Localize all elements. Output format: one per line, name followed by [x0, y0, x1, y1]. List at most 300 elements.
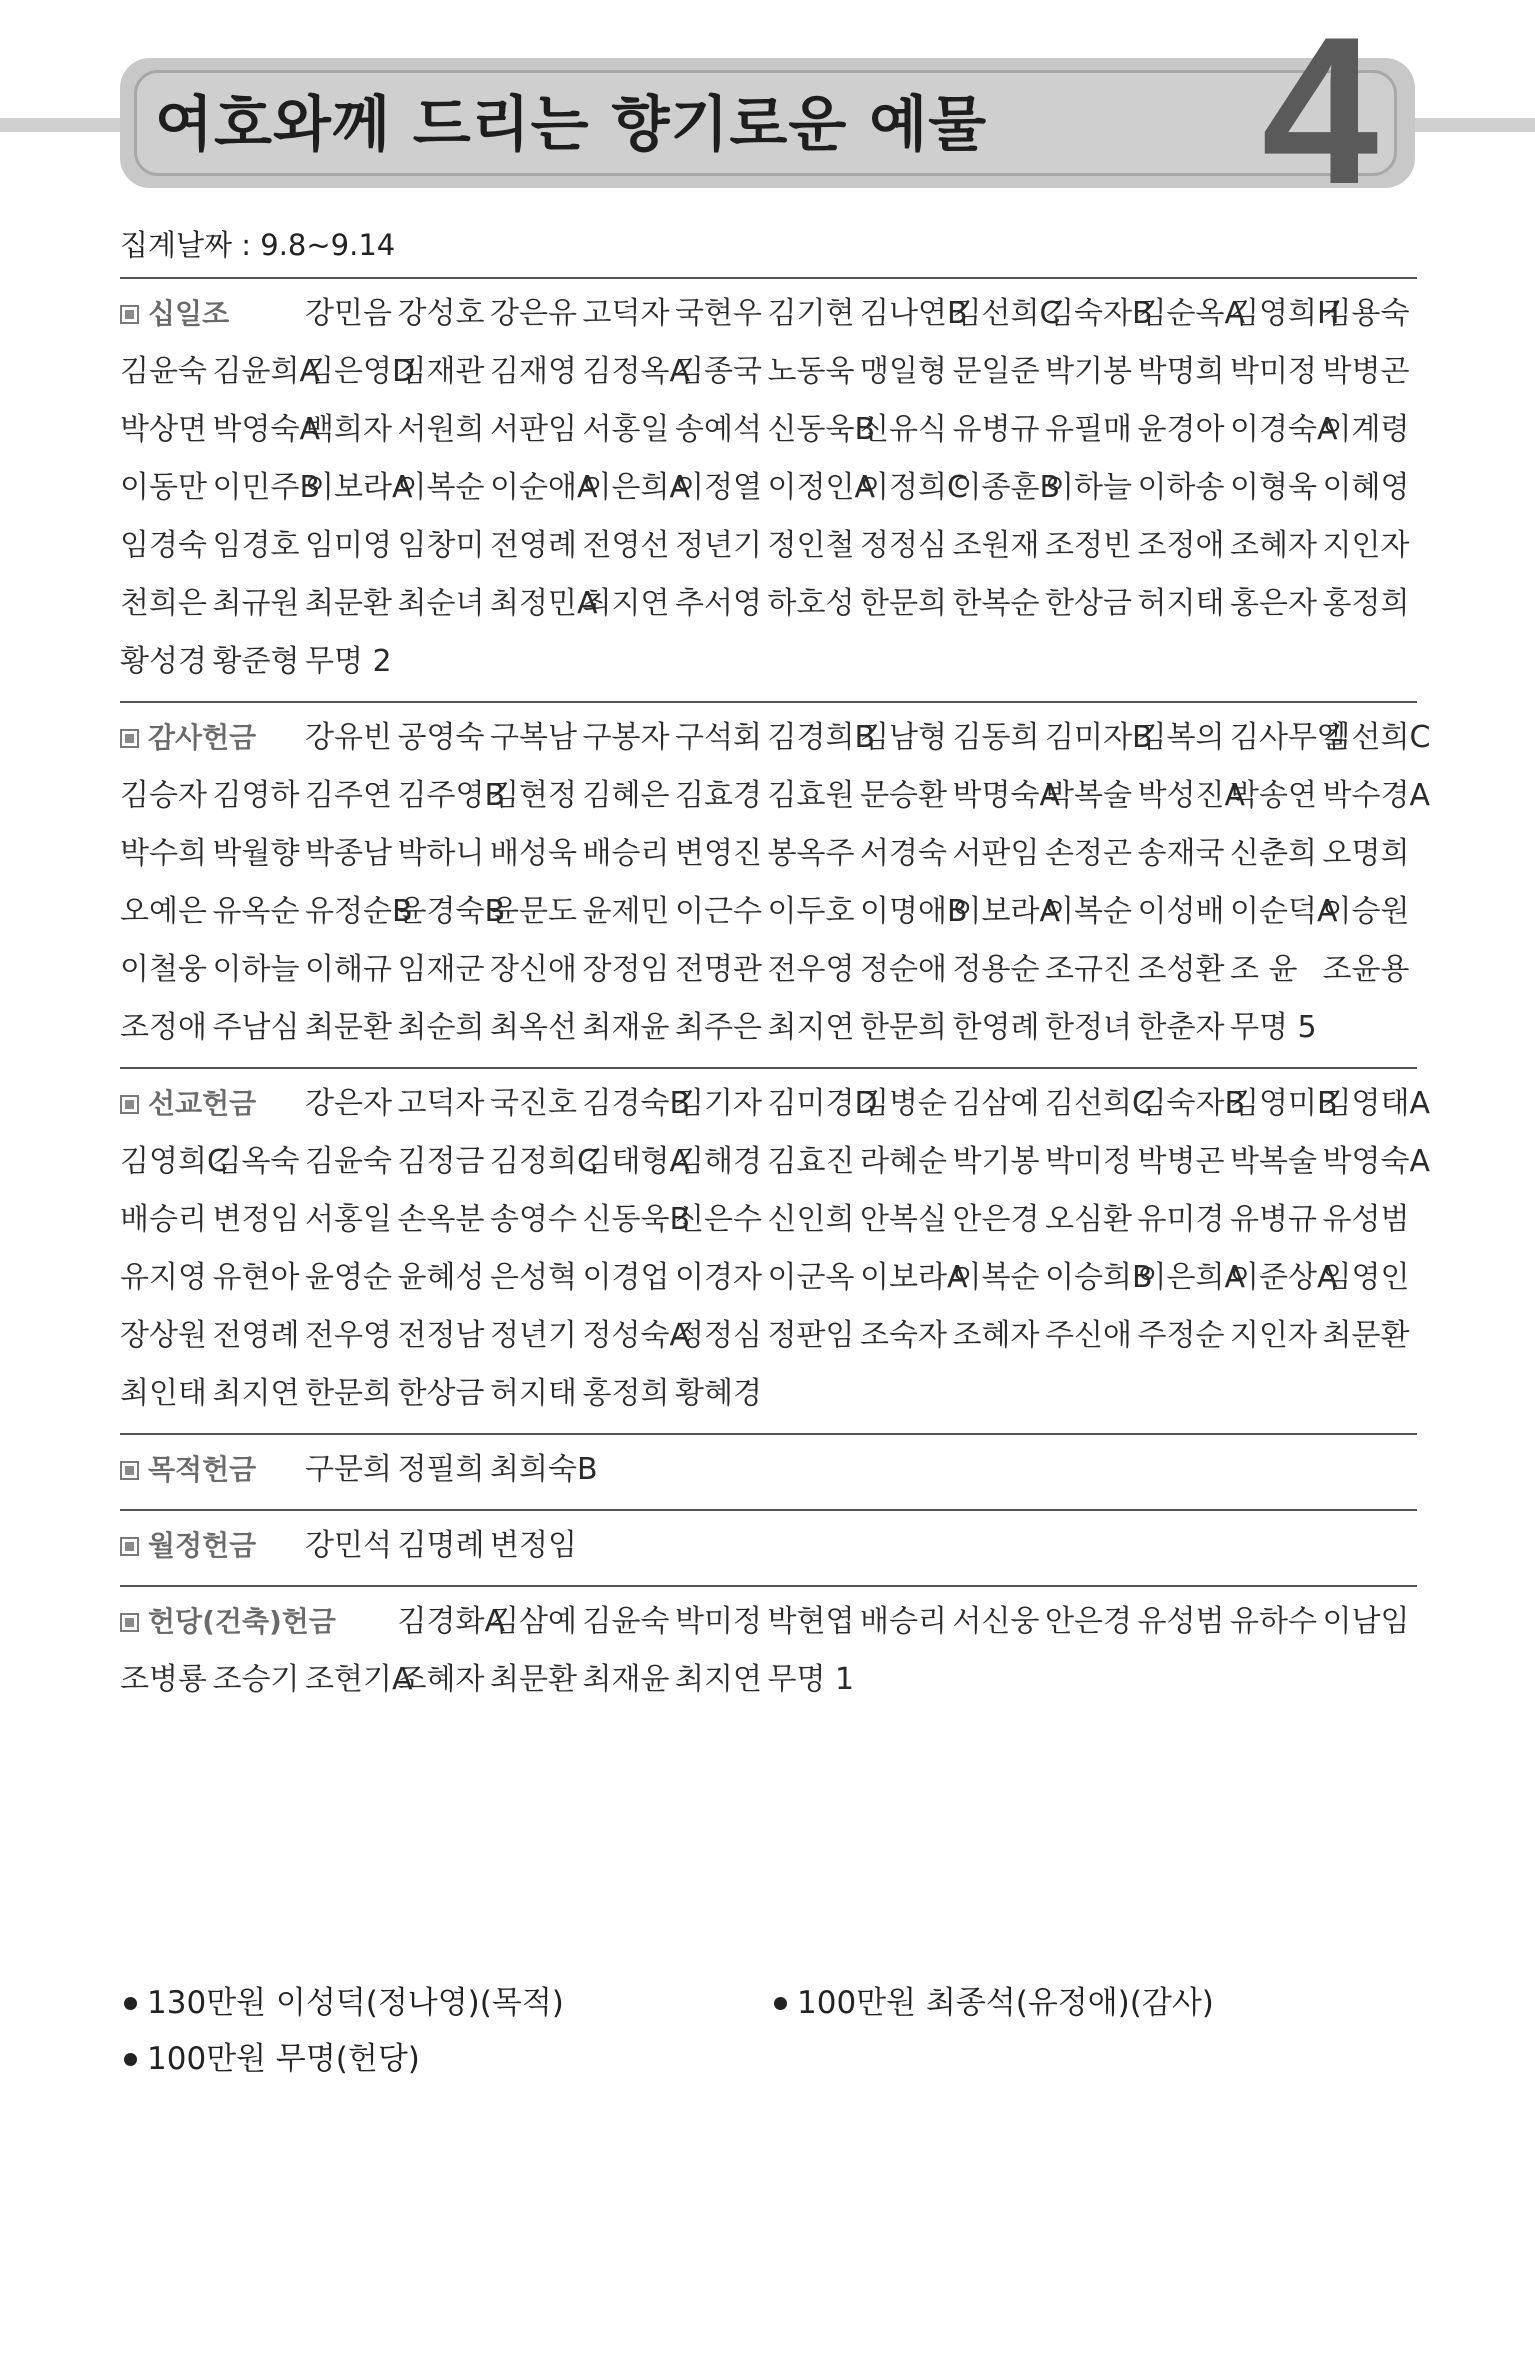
- donor-name: 조혜자: [952, 1318, 1040, 1353]
- donor-name: 김영미B: [1230, 1086, 1338, 1121]
- special-gift-text: 100만원 무명(헌당): [147, 2041, 420, 2077]
- donor-name: 김나연B: [860, 296, 968, 331]
- donor-name: 박영숙A: [212, 412, 320, 447]
- donor-name: 이하늘: [1045, 470, 1132, 505]
- donor-name: 김용숙: [1322, 296, 1410, 331]
- donor-name: 이복순: [397, 470, 485, 505]
- donor-name: 김태형A: [582, 1144, 690, 1179]
- donor-name: 주정순: [1137, 1318, 1225, 1353]
- section-label-text: 십일조: [148, 297, 230, 330]
- offering-sections: [120, 277, 1431, 1719]
- donor-name: 홍은자: [1230, 586, 1317, 621]
- donor-name: 강은유: [490, 296, 577, 331]
- donor-name: 문승환: [860, 778, 947, 813]
- donor-name: 박기봉: [952, 1144, 1040, 1179]
- donor-name: 배승리: [860, 1604, 947, 1639]
- donor-name: 무명 5: [1230, 1010, 1317, 1045]
- donor-name: 송예석: [675, 412, 762, 447]
- donor-name: 김경화A: [397, 1604, 505, 1639]
- donor-name: 김재영: [490, 354, 577, 389]
- donor-name: 손옥분: [397, 1202, 485, 1237]
- donor-name: 임재군: [397, 952, 485, 987]
- donor-name: 최재윤: [582, 1010, 670, 1045]
- donor-name: 윤문도: [490, 894, 577, 929]
- donor-name: 이승희B: [1045, 1260, 1153, 1295]
- donor-name: 손정곤: [1045, 836, 1132, 871]
- donor-name: 박기봉: [1045, 354, 1132, 389]
- date-range: 집계날짜 : 9.8~9.14: [120, 228, 396, 262]
- donor-name: 한문희: [860, 586, 947, 621]
- donor-name: 서경숙: [860, 836, 947, 871]
- donor-name: 서원희: [397, 412, 485, 447]
- donor-name: 정성숙A: [582, 1318, 690, 1353]
- donor-name: 강유빈: [305, 720, 392, 755]
- donor-name: 정순애: [860, 952, 947, 987]
- donor-name: 이경업: [582, 1260, 670, 1295]
- section-tithe: [120, 277, 1417, 701]
- donor-name: 조현기A: [305, 1662, 413, 1697]
- donor-name: 박수경A: [1322, 778, 1430, 813]
- donor-name: 조혜자: [397, 1662, 485, 1697]
- donor-name: 정년기: [675, 528, 762, 563]
- donor-name: 조윤용: [1322, 952, 1410, 987]
- donor-name: 조정빈: [1045, 528, 1132, 563]
- donor-name: 정정심: [860, 528, 947, 563]
- donor-name: 서판임: [490, 412, 577, 447]
- donor-name: 김승자: [120, 778, 207, 813]
- checkbox-icon: [120, 1095, 139, 1114]
- donor-name: 김동희: [952, 720, 1040, 755]
- donor-name: 이계령: [1322, 412, 1410, 447]
- donor-name: 구문희: [305, 1452, 392, 1487]
- donor-name: 조혜자: [1230, 528, 1317, 563]
- donor-name: 임경호: [212, 528, 300, 563]
- donor-name: 이근수: [675, 894, 762, 929]
- donor-name: 김옥숙: [212, 1144, 300, 1179]
- donor-name: 김미자B: [1045, 720, 1153, 755]
- donor-name: 배승리: [120, 1202, 207, 1237]
- names-grid: [120, 709, 1431, 1057]
- donor-name: 박미정: [1045, 1144, 1132, 1179]
- donor-name: 이은희A: [1137, 1260, 1245, 1295]
- donor-name: 정필희: [397, 1452, 485, 1487]
- donor-name: 신인희: [767, 1202, 855, 1237]
- donor-name: 정정심: [675, 1318, 762, 1353]
- donor-name: 김선희C: [1322, 720, 1431, 755]
- donor-name: 배승리: [582, 836, 670, 871]
- donor-name: 전영선: [582, 528, 670, 563]
- donor-name: 허지태: [490, 1376, 577, 1411]
- section-label: [120, 1517, 305, 1575]
- donor-name: 박복술: [1045, 778, 1132, 813]
- donor-name: 최주은: [675, 1010, 762, 1045]
- section-purpose: [120, 1433, 1417, 1509]
- donor-name: 이경숙A: [1230, 412, 1338, 447]
- special-gift-item: [770, 1980, 1417, 2026]
- donor-name: 박현엽: [767, 1604, 855, 1639]
- donor-name: 변정임: [212, 1202, 300, 1237]
- donor-name: 조병룡: [120, 1662, 207, 1697]
- names-grid: [120, 285, 1417, 691]
- donor-name: 김선희C: [1045, 1086, 1153, 1121]
- donor-name: 김경숙B: [582, 1086, 691, 1121]
- donor-name: 김혜은: [582, 778, 670, 813]
- checkbox-icon: [120, 1613, 139, 1632]
- donor-name: 하호성: [767, 586, 855, 621]
- donor-name: 이철웅: [120, 952, 207, 987]
- donor-name: 오예은: [120, 894, 207, 929]
- donor-name: 윤경숙B: [397, 894, 506, 929]
- section-label: [120, 285, 305, 343]
- checkbox-icon: [120, 729, 139, 748]
- donor-name: 한복순: [952, 586, 1040, 621]
- page-number: 4: [1261, 0, 1379, 228]
- donor-name: 김현정: [490, 778, 577, 813]
- donor-name: 김영태A: [1322, 1086, 1430, 1121]
- donor-name: 이하늘: [212, 952, 300, 987]
- checkbox-icon: [120, 305, 139, 324]
- donor-name: 홍정희: [1322, 586, 1410, 621]
- donor-name: 김기자: [675, 1086, 762, 1121]
- donor-name: 조정애: [120, 1010, 207, 1045]
- donor-name: 박성진A: [1137, 778, 1245, 813]
- donor-name: 최규원: [212, 586, 300, 621]
- donor-name: 최순희: [397, 1010, 485, 1045]
- donor-name: 이남임: [1322, 1604, 1410, 1639]
- donor-name: 윤경아: [1137, 412, 1225, 447]
- donor-name: 김영하: [212, 778, 300, 813]
- donor-name: 국진호: [490, 1086, 577, 1121]
- donor-name: 오심환: [1045, 1202, 1132, 1237]
- donor-name: 이종훈B: [952, 470, 1061, 505]
- donor-name: 윤혜성: [397, 1260, 485, 1295]
- donor-name: 배성욱: [490, 836, 577, 871]
- donor-name: 박미정: [675, 1604, 762, 1639]
- donor-name: 김숙자B: [1137, 1086, 1246, 1121]
- donor-name: 최문환: [305, 1010, 392, 1045]
- donor-name: 한상금: [1045, 586, 1132, 621]
- donor-name: 김순옥A: [1137, 296, 1245, 331]
- donor-name: 이보라A: [952, 894, 1060, 929]
- section-label-text: 감사헌금: [148, 721, 257, 754]
- donor-name: 허지태: [1137, 586, 1225, 621]
- donor-name: 유지영: [120, 1260, 207, 1295]
- donor-name: 김선희C: [952, 296, 1061, 331]
- donor-name: 박영숙A: [1322, 1144, 1430, 1179]
- donor-name: 한상금: [397, 1376, 485, 1411]
- donor-name: 박종남: [305, 836, 392, 871]
- donor-name: 최지연: [582, 586, 670, 621]
- donor-name: 박송연: [1230, 778, 1317, 813]
- donor-name: 안은경: [1045, 1604, 1132, 1639]
- donor-name: 최문환: [490, 1662, 577, 1697]
- donor-name: 김영희H: [1230, 296, 1340, 331]
- donor-name: 박월향: [212, 836, 300, 871]
- donor-name: 천희은: [120, 586, 207, 621]
- donor-name: 이두호: [767, 894, 855, 929]
- donor-name: 주신애: [1045, 1318, 1132, 1353]
- donor-name: 추서영: [675, 586, 762, 621]
- donor-name: 봉옥주: [767, 836, 855, 871]
- donor-name: 지인자: [1322, 528, 1410, 563]
- special-gifts: [120, 1980, 1417, 2082]
- donor-name: 전영례: [212, 1318, 300, 1353]
- donor-name: 임미영: [305, 528, 392, 563]
- section-label: [120, 1075, 305, 1133]
- donor-name: 안은경: [952, 1202, 1040, 1237]
- donor-name: 김주연: [305, 778, 392, 813]
- donor-name: 김복의: [1137, 720, 1225, 755]
- donor-name: 이정희C: [860, 470, 968, 505]
- donor-name: 한춘자: [1137, 1010, 1225, 1045]
- donor-name: 김은영D: [305, 354, 416, 389]
- donor-name: 유병규: [1230, 1202, 1317, 1237]
- donor-name: 신은수: [675, 1202, 762, 1237]
- donor-name: 무명 2: [305, 644, 392, 679]
- donor-name: 강은자: [305, 1086, 392, 1121]
- donor-name: 라혜순: [860, 1144, 947, 1179]
- donor-name: 이성배: [1137, 894, 1225, 929]
- donor-name: 김윤숙: [582, 1604, 670, 1639]
- donor-name: 백희자: [305, 412, 392, 447]
- donor-name: 조원재: [952, 528, 1040, 563]
- donor-name: 전정남: [397, 1318, 485, 1353]
- donor-name: 이형욱: [1230, 470, 1317, 505]
- donor-name: 김효원: [767, 778, 855, 813]
- donor-name: 이복순: [1045, 894, 1132, 929]
- donor-name: 한정녀: [1045, 1010, 1132, 1045]
- donor-name: 서홍일: [582, 412, 670, 447]
- donor-name: 최지연: [675, 1662, 762, 1697]
- section-building: [120, 1585, 1417, 1719]
- donor-name: 신동욱B: [582, 1202, 691, 1237]
- donor-name: 정판임: [767, 1318, 855, 1353]
- donor-name: 최문환: [305, 586, 392, 621]
- donor-name: 한영례: [952, 1010, 1040, 1045]
- section-label-text: 목적헌금: [148, 1453, 257, 1486]
- donor-name: 임창미: [397, 528, 485, 563]
- donor-name: 이동만: [120, 470, 207, 505]
- donor-name: 조규진: [1045, 952, 1132, 987]
- donor-name: 김남형: [860, 720, 947, 755]
- donor-name: 이군옥: [767, 1260, 855, 1295]
- donor-name: 최옥선: [490, 1010, 577, 1045]
- donor-name: 홍정희: [582, 1376, 670, 1411]
- bullet-icon: [774, 1997, 787, 2010]
- donor-name: 주남심: [212, 1010, 300, 1045]
- donor-name: 김윤숙: [305, 1144, 392, 1179]
- donor-name: 윤영순: [305, 1260, 392, 1295]
- names-grid: [120, 1075, 1430, 1423]
- donor-name: 유하수: [1230, 1604, 1317, 1639]
- donor-name: 최재윤: [582, 1662, 670, 1697]
- donor-name: 박복술: [1230, 1144, 1317, 1179]
- donor-name: 한문희: [305, 1376, 392, 1411]
- donor-name: 최문환: [1322, 1318, 1410, 1353]
- donor-name: 전명관: [675, 952, 762, 987]
- donor-name: 이경자: [675, 1260, 762, 1295]
- donor-name: 박병곤: [1137, 1144, 1225, 1179]
- donor-name: 박명희: [1137, 354, 1225, 389]
- donor-name: 노동욱: [767, 354, 855, 389]
- section-monthly: [120, 1509, 1417, 1585]
- names-grid: [120, 1441, 1417, 1499]
- donor-name: 김정금: [397, 1144, 485, 1179]
- donor-name: 김영희C: [120, 1144, 228, 1179]
- donor-name: 김숙자B: [1045, 296, 1153, 331]
- donor-name: 국현우: [675, 296, 762, 331]
- donor-name: 이은희A: [582, 470, 690, 505]
- donor-name: 김효경: [675, 778, 762, 813]
- donor-name: 이순덕A: [1230, 894, 1338, 929]
- donor-name: 장신애: [490, 952, 577, 987]
- donor-name: 김윤숙: [120, 354, 207, 389]
- donor-name: 황혜경: [675, 1376, 762, 1411]
- section-label: [120, 709, 305, 767]
- section-label-text: 선교헌금: [148, 1087, 257, 1120]
- section-mission: [120, 1067, 1430, 1433]
- donor-name: 전우영: [767, 952, 855, 987]
- special-gift-item: [120, 1980, 770, 2026]
- donor-name: 유병규: [952, 412, 1040, 447]
- donor-name: 김주영B: [397, 778, 506, 813]
- donor-name: 이정인A: [767, 470, 875, 505]
- donor-name: 신춘희: [1230, 836, 1317, 871]
- donor-name: 조성환: [1137, 952, 1225, 987]
- donor-name: 김삼예: [952, 1086, 1040, 1121]
- donor-name: 전영례: [490, 528, 577, 563]
- donor-name: 이해규: [305, 952, 392, 987]
- donor-name: 장정임: [582, 952, 670, 987]
- donor-name: 전우영: [305, 1318, 392, 1353]
- donor-name: 강성호: [397, 296, 485, 331]
- donor-name: 황준형: [212, 644, 300, 679]
- donor-name: 유성범: [1322, 1202, 1410, 1237]
- donor-name: 김종국: [675, 354, 762, 389]
- donor-name: 맹일형: [860, 354, 947, 389]
- donor-name: 유정순B: [305, 894, 413, 929]
- donor-name: 박명숙A: [952, 778, 1060, 813]
- donor-name: 김병순: [860, 1086, 947, 1121]
- checkbox-icon: [120, 1461, 139, 1480]
- donor-name: 임경숙: [120, 528, 207, 563]
- header-side-line-left: [0, 118, 130, 132]
- bullet-icon: [124, 2053, 137, 2066]
- donor-name: 이혜영: [1322, 470, 1410, 505]
- donor-name: 최정민A: [490, 586, 598, 621]
- donor-name: 은성혁: [490, 1260, 577, 1295]
- donor-name: 구복남: [490, 720, 577, 755]
- donor-name: 김명례: [397, 1528, 485, 1563]
- donor-name: 무명 1: [767, 1662, 855, 1697]
- donor-name: 이준상A: [1230, 1260, 1338, 1295]
- donor-name: 정인철: [767, 528, 855, 563]
- donor-name: 지인자: [1230, 1318, 1317, 1353]
- donor-name: 김기현: [767, 296, 855, 331]
- donor-name: 박상면: [120, 412, 207, 447]
- names-grid: [120, 1517, 1417, 1575]
- donor-name: 김효진: [767, 1144, 855, 1179]
- donor-name: 서판임: [952, 836, 1040, 871]
- donor-name: 김재관: [397, 354, 485, 389]
- donor-name: 고덕자: [397, 1086, 485, 1121]
- donor-name: 이보라A: [305, 470, 413, 505]
- donor-name: 박병곤: [1322, 354, 1410, 389]
- donor-name: 유현아: [212, 1260, 300, 1295]
- donor-name: 장상원: [120, 1318, 207, 1353]
- donor-name: 박미정: [1230, 354, 1317, 389]
- donor-name: 박수희: [120, 836, 207, 871]
- donor-name: 이순애A: [490, 470, 598, 505]
- section-thanksgiving: [120, 701, 1431, 1067]
- donor-name: 최지연: [212, 1376, 300, 1411]
- header-side-line-right: [1400, 118, 1535, 132]
- donor-name: 이하송: [1137, 470, 1225, 505]
- donor-name: 정용순: [952, 952, 1040, 987]
- donor-name: 임영인: [1322, 1260, 1410, 1295]
- donor-name: 김미경D: [767, 1086, 878, 1121]
- donor-name: 유성범: [1137, 1604, 1225, 1639]
- donor-name: 공영숙: [397, 720, 485, 755]
- donor-name: 강민음: [305, 296, 392, 331]
- donor-name: 유필매: [1045, 412, 1132, 447]
- donor-name: 정년기: [490, 1318, 577, 1353]
- section-label: [120, 1593, 398, 1651]
- donor-name: 서신웅: [952, 1604, 1040, 1639]
- donor-name: 조승기: [212, 1662, 300, 1697]
- donor-name: 변정임: [490, 1528, 577, 1563]
- donor-name: 유미경: [1137, 1202, 1225, 1237]
- section-label: [120, 1441, 305, 1499]
- donor-name: 고덕자: [582, 296, 670, 331]
- bullet-icon: [124, 1997, 137, 2010]
- donor-name: 김삼예: [490, 1604, 577, 1639]
- donor-name: 한문희: [860, 1010, 947, 1045]
- donor-name: 조정애: [1137, 528, 1225, 563]
- donor-name: 이보라A: [860, 1260, 968, 1295]
- donor-name: 강민석: [305, 1528, 392, 1563]
- donor-name: 조숙자: [860, 1318, 947, 1353]
- donor-name: 김사무엘: [1230, 720, 1346, 755]
- donor-name: 최인태: [120, 1376, 207, 1411]
- donor-name: 안복실: [860, 1202, 947, 1237]
- donor-name: 박하니: [397, 836, 485, 871]
- donor-name: 조 윤: [1230, 952, 1298, 987]
- donor-name: 서홍일: [305, 1202, 392, 1237]
- donor-name: 김윤희A: [212, 354, 320, 389]
- donor-name: 이승원: [1322, 894, 1410, 929]
- names-grid: [120, 1593, 1417, 1709]
- donor-name: 황성경: [120, 644, 207, 679]
- donor-name: 이정열: [675, 470, 762, 505]
- special-gift-text: 100만원 최종석(유정애)(감사): [797, 1985, 1214, 2021]
- donor-name: 김정옥A: [582, 354, 690, 389]
- donor-name: 구석회: [675, 720, 762, 755]
- donor-name: 오명희: [1322, 836, 1410, 871]
- donor-name: 최희숙B: [490, 1452, 598, 1487]
- donor-name: 이복순: [952, 1260, 1040, 1295]
- special-gift-item: [120, 2036, 770, 2082]
- section-label-text: 헌당(건축)헌금: [148, 1605, 336, 1638]
- donor-name: 신동욱B: [767, 412, 876, 447]
- donor-name: 유옥순: [212, 894, 300, 929]
- donor-name: 최순녀: [397, 586, 485, 621]
- donor-name: 구봉자: [582, 720, 670, 755]
- donor-name: 김정희C: [490, 1144, 598, 1179]
- donor-name: 최지연: [767, 1010, 855, 1045]
- checkbox-icon: [120, 1537, 139, 1556]
- donor-name: 윤제민: [582, 894, 670, 929]
